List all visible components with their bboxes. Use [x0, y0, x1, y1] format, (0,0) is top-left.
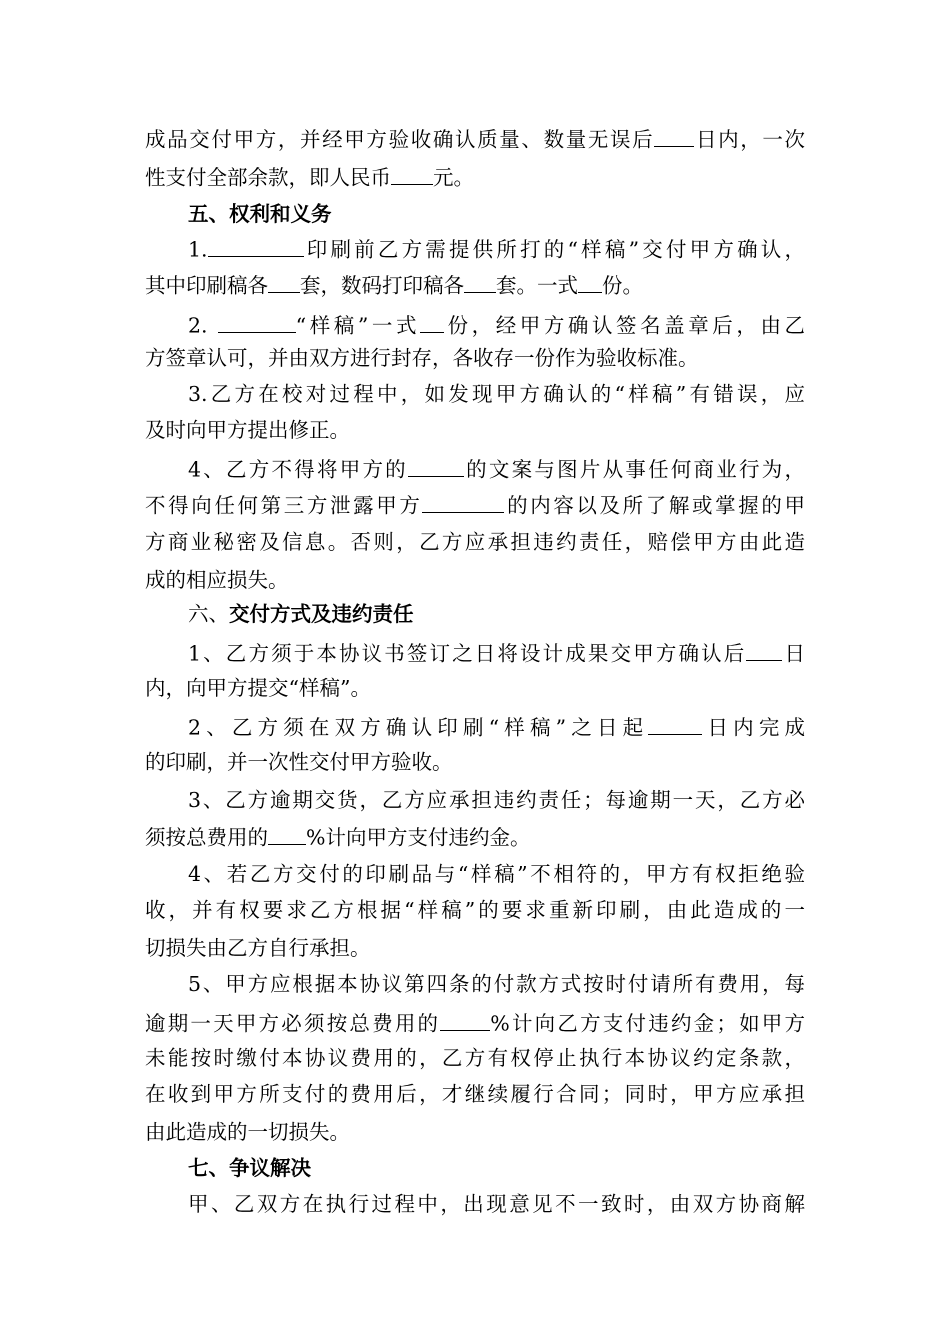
fill-blank: [420, 310, 444, 333]
paragraph-line: 逾期一天甲方必须按总费用的 %计向乙方支付违约金；如甲方: [145, 1008, 805, 1036]
paragraph-line: 1、乙方须于本协议书签订之日将设计成果交甲方确认后 日: [188, 638, 805, 666]
fill-blank: [218, 310, 296, 333]
paragraph-line: 1. 印刷前乙方需提供所打的“样稿”交付甲方确认，: [188, 234, 805, 262]
fill-blank: [648, 712, 702, 735]
paragraph-line: 不得向任何第三方泄露甲方 的内容以及所了解或掌握的甲: [145, 490, 805, 518]
paragraph-line: 内，向甲方提交“样稿”。: [145, 676, 371, 700]
fill-blank: [440, 1008, 490, 1031]
paragraph-line: 须按总费用的 %计向甲方支付违约金。: [145, 822, 805, 850]
paragraph-line: 2、乙方须在双方确认印刷“样稿”之日起 日内完成: [188, 712, 805, 740]
fill-blank: [408, 454, 464, 477]
fill-blank: [391, 162, 433, 185]
fill-blank: [208, 234, 304, 257]
fill-blank: [268, 270, 300, 293]
paragraph-line: 方签章认可，并由双方进行封存，各收存一份作为验收标准。: [145, 346, 699, 370]
paragraph-line: 4、乙方不得将甲方的 的文案与图片从事任何商业行为，: [188, 454, 805, 482]
section-heading-7: 七、争议解决: [188, 1156, 311, 1180]
paragraph-line: 2. “样稿”一式 份，经甲方确认签名盖章后，由乙: [188, 310, 805, 338]
paragraph-line: 收，并有权要求乙方根据“样稿”的要求重新印刷，由此造成的一: [145, 898, 805, 922]
paragraph-line: 由此造成的一切损失。: [145, 1120, 350, 1144]
section-heading-5: 五、权利和义务: [188, 202, 332, 226]
paragraph-line: 成品交付甲方，并经甲方验收确认质量、数量无误后 日内，一次: [145, 124, 805, 152]
paragraph-line: 5、甲方应根据本协议第四条的付款方式按时付请所有费用，每: [188, 972, 805, 996]
paragraph-line: 在收到甲方所支付的费用后，才继续履行合同；同时，甲方应承担: [145, 1082, 805, 1106]
paragraph-line: 4、若乙方交付的印刷品与“样稿”不相符的，甲方有权拒绝验: [188, 862, 805, 886]
paragraph-line: 性支付全部余款，即人民币 元。: [145, 162, 805, 190]
fill-blank: [578, 270, 602, 293]
fill-blank: [464, 270, 496, 293]
paragraph-line: 3.乙方在校对过程中，如发现甲方确认的“样稿”有错误，应: [188, 382, 805, 406]
paragraph-line: 切损失由乙方自行承担。: [145, 936, 371, 960]
paragraph-line: 3、乙方逾期交货，乙方应承担违约责任；每逾期一天，乙方必: [188, 788, 805, 812]
fill-blank: [268, 822, 306, 845]
paragraph-line: 方商业秘密及信息。否则，乙方应承担违约责任，赔偿甲方由此造: [145, 530, 805, 554]
fill-blank: [654, 124, 694, 147]
paragraph-line: 未能按时缴付本协议费用的，乙方有权停止执行本协议约定条款，: [145, 1046, 805, 1070]
paragraph-line: 的印刷，并一次性交付甲方验收。: [145, 750, 453, 774]
paragraph-line: 甲、乙双方在执行过程中，出现意见不一致时，由双方协商解: [188, 1192, 805, 1216]
section-heading-6: 六、交付方式及违约责任: [188, 602, 414, 626]
fill-blank: [422, 490, 504, 513]
paragraph-line: 其中印刷稿各 套，数码打印稿各 套。一式 份。: [145, 270, 805, 298]
paragraph-line: 及时向甲方提出修正。: [145, 418, 350, 442]
fill-blank: [746, 638, 782, 661]
paragraph-line: 成的相应损失。: [145, 568, 289, 592]
